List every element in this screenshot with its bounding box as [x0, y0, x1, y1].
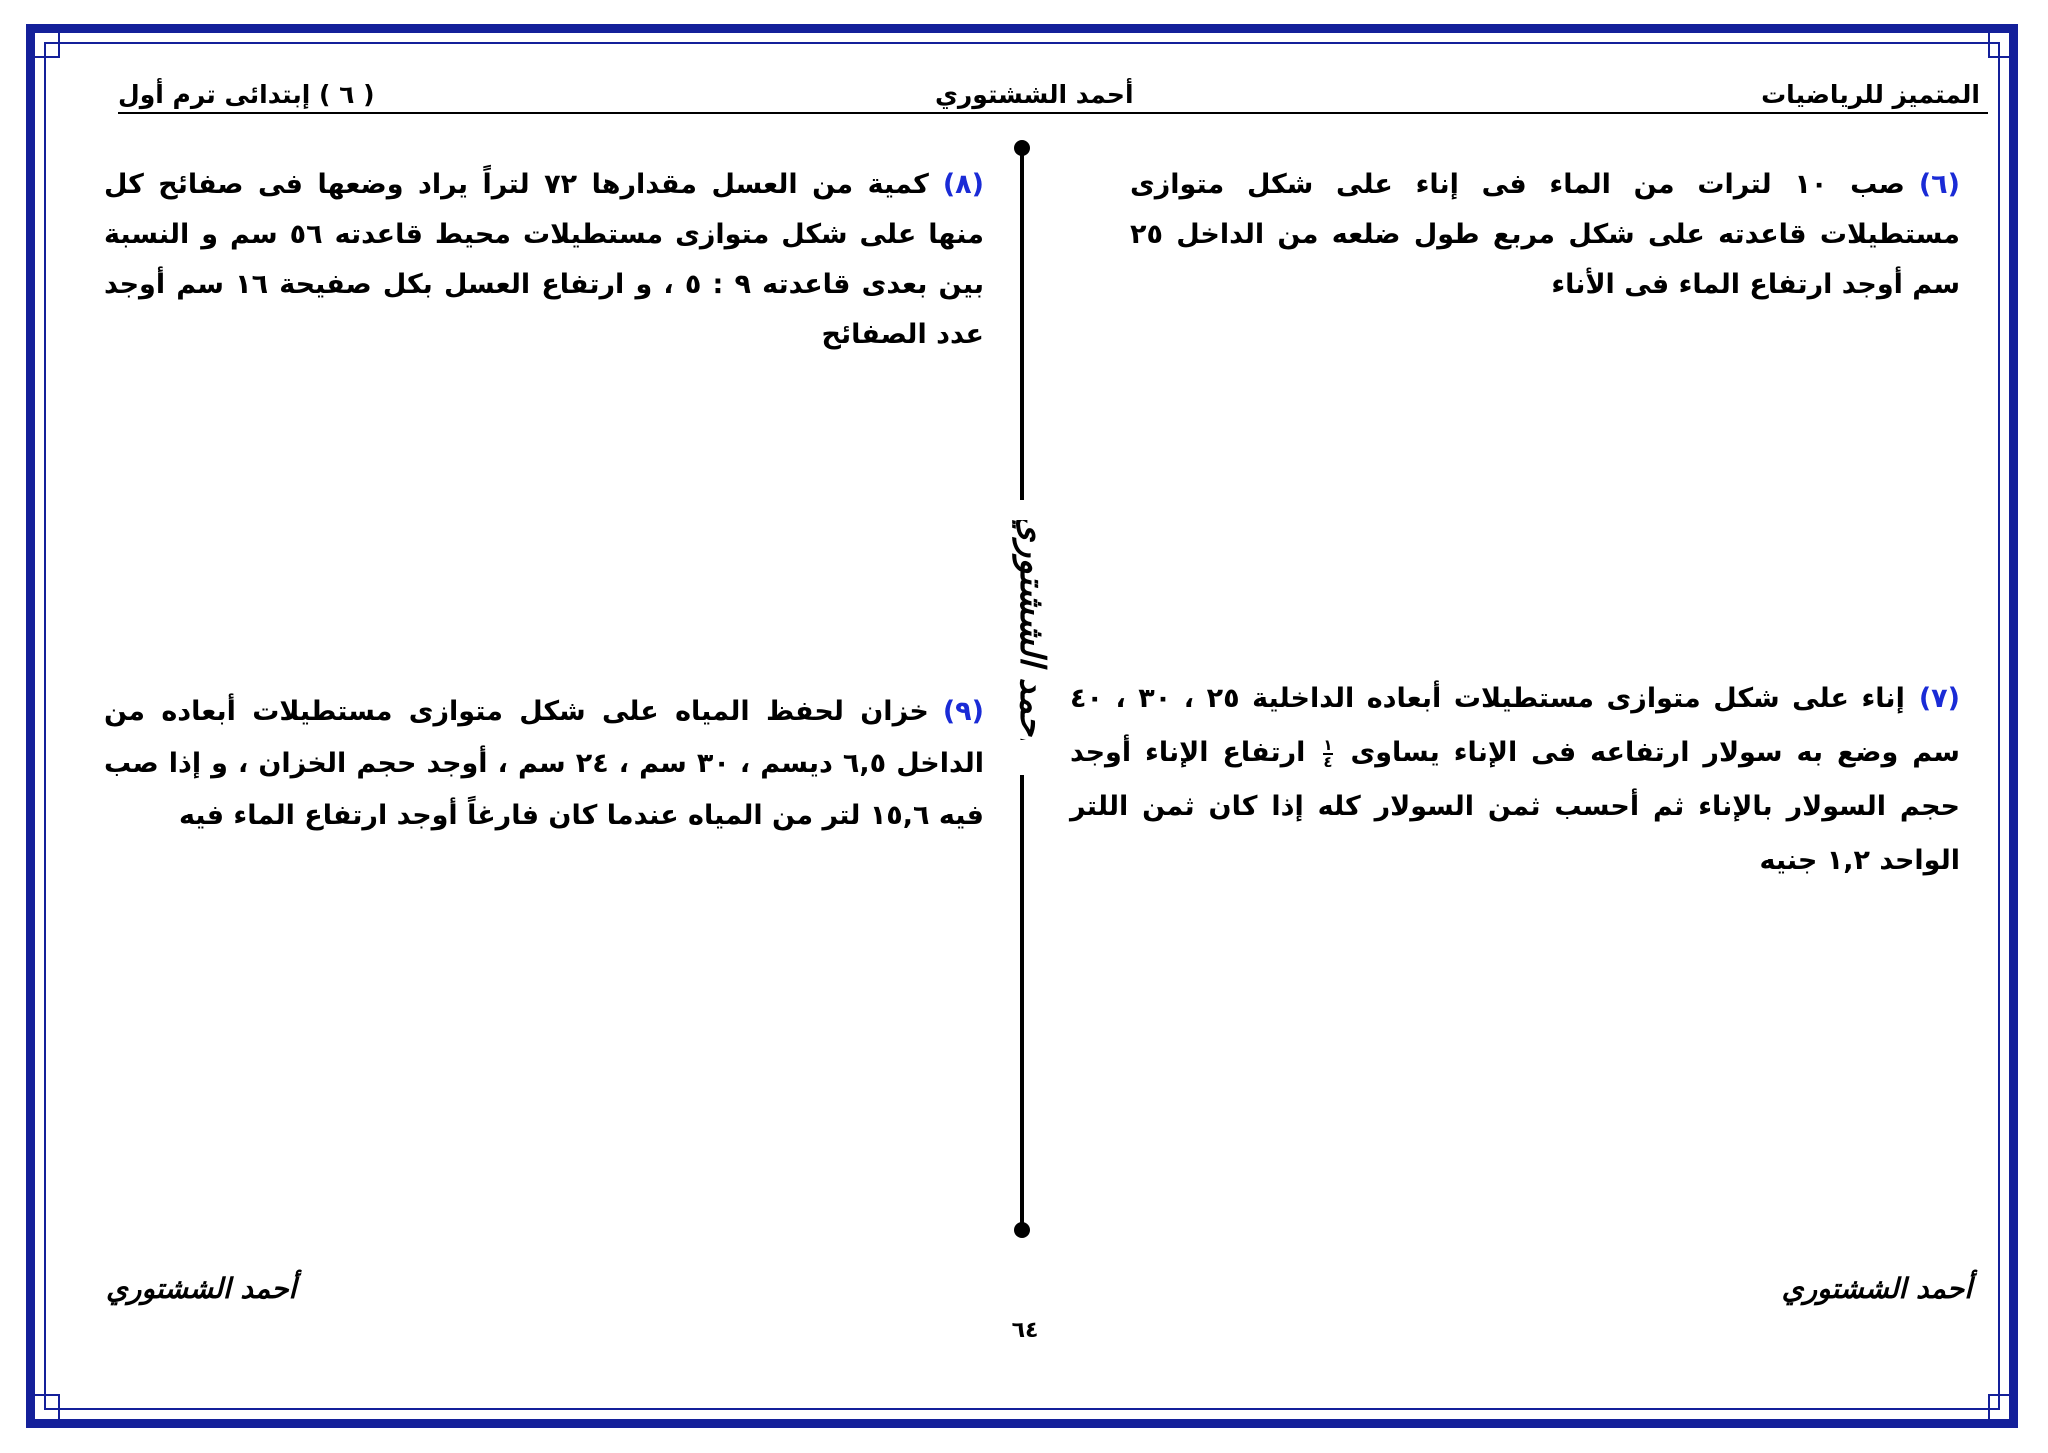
- header-author: أحمد الششتوري: [935, 80, 1134, 109]
- header-grade-term: ( ٦ ) إبتدائى ترم أول: [118, 80, 375, 109]
- corner-ornament: [30, 1394, 60, 1424]
- divider-bottom-dot: [1014, 1222, 1030, 1238]
- fraction-quarter: $\frac{١}{٤}$: [1323, 735, 1333, 771]
- page-number: ٦٤: [1011, 1318, 1039, 1343]
- footer-author-right: أحمد الششتوري: [1781, 1272, 1972, 1305]
- question-9: [104, 686, 984, 842]
- corner-ornament: [30, 28, 60, 58]
- question-number: (٦): [1918, 169, 1960, 200]
- divider-line-top: [1020, 148, 1024, 500]
- question-8: [104, 160, 984, 360]
- question-text: خزان لحفظ المياه على شكل متوازى مستطيلات أبعاده من الداخل ٦,٥ ديسم ، ٣٠ سم ، ٢٤ سم ، أوجد حجم الخزان ، و إذا صب فيه ١٥,٦ لتر من المياه عندما كان فارغاً أوجد ارتفاع الماء فيه: [104, 696, 985, 831]
- question-number: (٧): [1918, 683, 1960, 714]
- header-series-title: المتميز للرياضيات: [1761, 80, 1980, 109]
- question-text: كمية من العسل مقدارها ٧٢ لتراً يراد وضعها فى صفائح كل منها على شكل متوازى مستطيلات محيط قاعدته ٥٦ سم و النسبة بين بعدى قاعدته ٩ : ٥ ، و ارتفاع العسل بكل صفيحة ١٦ سم أوجد عدد الصفائح: [104, 169, 984, 350]
- header-rule: [118, 112, 1988, 114]
- question-number: (٨): [942, 169, 984, 200]
- question-text: صب ١٠ لترات من الماء فى إناء على شكل متوازى مستطيلات قاعدته على شكل مربع طول ضلعه من الداخل ٢٥ سم أوجد ارتفاع الماء فى الأناء: [1130, 169, 1960, 300]
- question-6: [1130, 160, 1960, 310]
- corner-ornament: [1988, 28, 2018, 58]
- question-text: ارتفاع الإناء أوجد حجم السولار بالإناء ثم أحسب ثمن السولار كله إذا كان ثمن اللتر الواحد ١,٢ جنيه: [1070, 737, 1960, 876]
- corner-ornament: [1988, 1394, 2018, 1424]
- svg-text:أحمد الششتوري: أحمد الششتوري: [1012, 520, 1050, 740]
- divider-line-bottom: [1020, 775, 1024, 1230]
- signature-logo: [1010, 520, 1050, 740]
- question-number: (٩): [942, 696, 984, 727]
- question-7: [1070, 672, 1960, 888]
- question-text: إناء على شكل متوازى مستطيلات أبعاده الداخلية ٢٥ ، ٣٠ ، ٤٠ سم وضع به سولار ارتفاعه فى الإناء يساوى: [1070, 683, 1960, 768]
- footer-author-left: أحمد الششتوري: [106, 1272, 297, 1305]
